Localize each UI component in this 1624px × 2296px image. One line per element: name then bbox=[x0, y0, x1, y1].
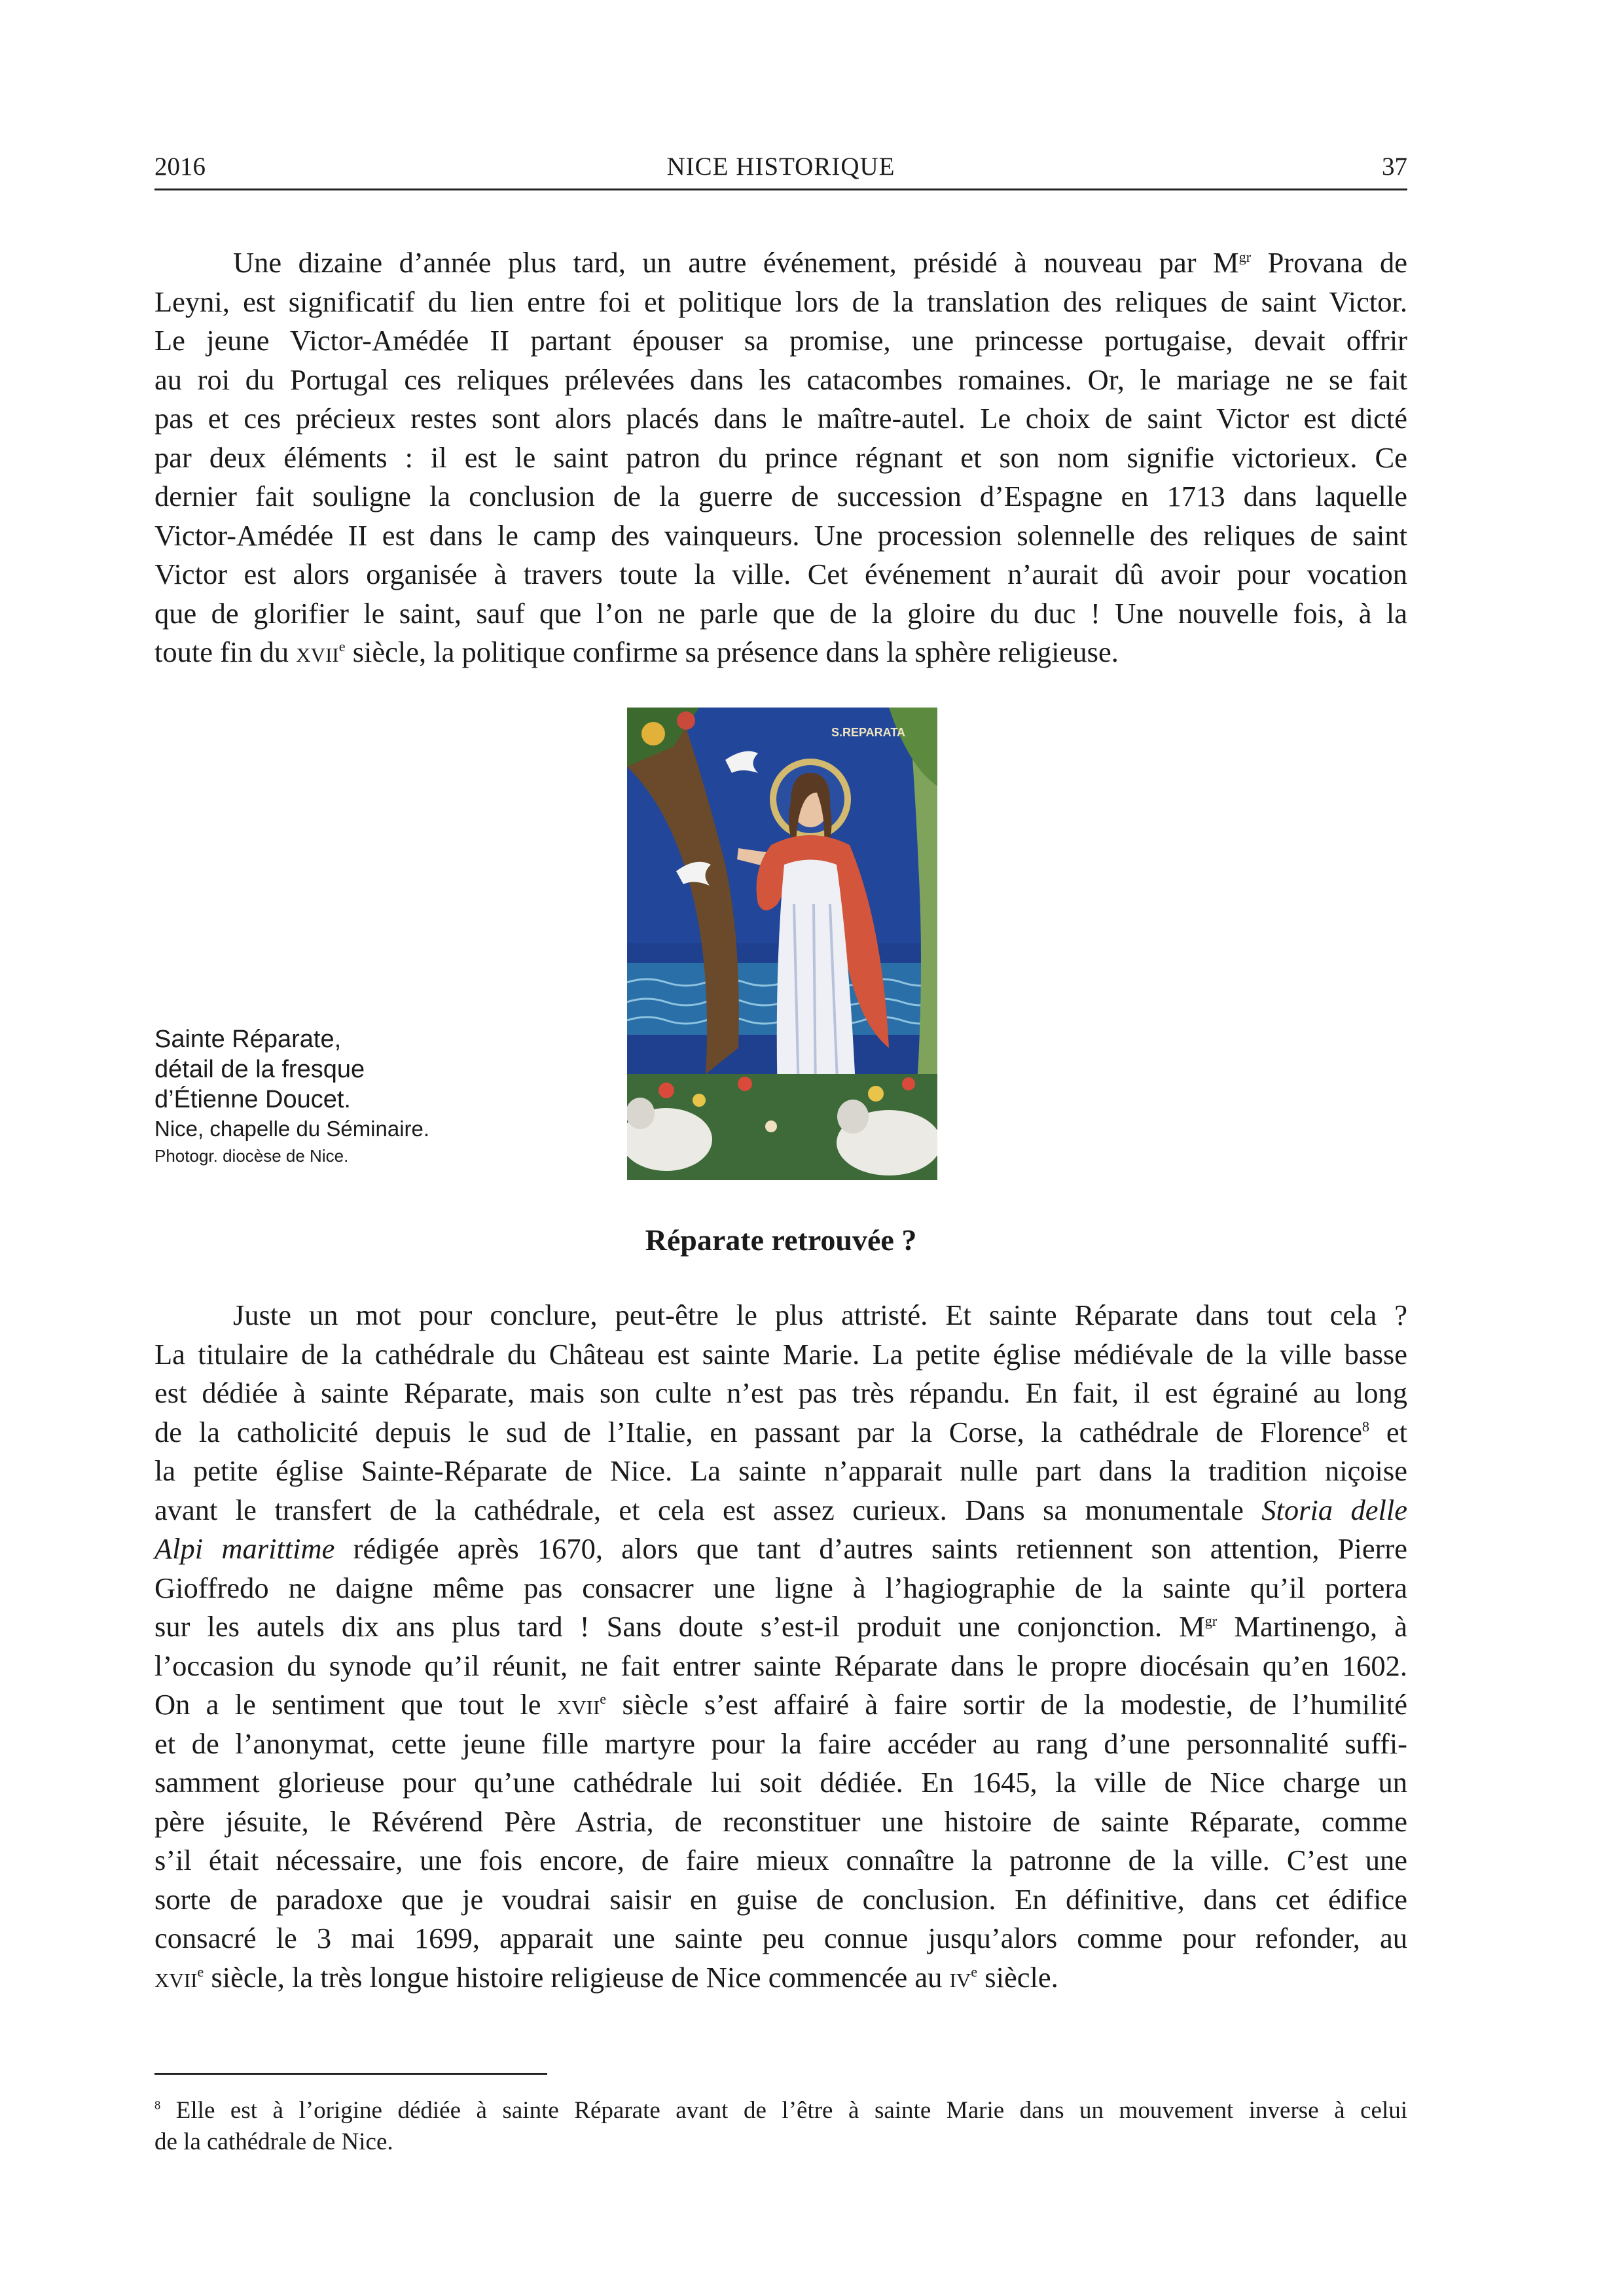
text-line: l’occasion du synode qu’il réunit, ne fait entrer sainte Réparate dans le propre diocésain qu’en 1602. bbox=[154, 1649, 1407, 1682]
text-line: samment glorieuse pour qu’une cathédrale lui soit dédiée. En 1645, la ville de Nice charge un bbox=[154, 1766, 1407, 1799]
paragraph-saint-victor bbox=[154, 243, 1407, 672]
footnote-ref[interactable]: 8 bbox=[1362, 1418, 1369, 1435]
text-line: Victor est alors organisée à travers toute la ville. Cet événement n’aurait dû avoir pour vocation bbox=[154, 558, 1407, 590]
fresco-illustration bbox=[627, 708, 937, 1180]
caption-line: Sainte Réparate, bbox=[154, 1026, 342, 1053]
caption-line: détail de la fresque bbox=[154, 1056, 365, 1083]
text-line: Leyni, est significatif du lien entre foi et politique lors de la translation des reliques de saint Victor. bbox=[154, 285, 1407, 318]
text-line: et de l’anonymat, cette jeune fille martyre pour la faire accéder au rang d’une personnalité suffi- bbox=[154, 1727, 1407, 1760]
footnote-line: $^8$ Elle est à l’origine dédiée à sainte Réparate avant de l’être à sainte Marie dans un mouvement inverse à celui bbox=[154, 2097, 1408, 2124]
paragraph-reparate bbox=[154, 1296, 1407, 1997]
text-line: Alpi marittime rédigée après 1670, alors que tant d’autres saints retiennent son attention, Pierre bbox=[154, 1532, 1407, 1565]
footnote-line: de la cathédrale de Nice. bbox=[154, 2128, 393, 2155]
text-line: par deux éléments : il est le saint patron du prince régnant et son nom signifie victorieux. Ce bbox=[154, 440, 1407, 474]
text-line: pas et ces précieux restes sont alors placés dans le maître-autel. Le choix de saint Victor est dicté bbox=[154, 402, 1407, 435]
text-line: dernier fait souligne la conclusion de la guerre de succession d’Espagne en 1713 dans laquelle bbox=[154, 480, 1407, 512]
caption-line: d’Étienne Doucet. bbox=[154, 1086, 351, 1113]
text-line: au roi du Portugal ces reliques prélevées dans les catacombes romaines. Or, le mariage ne se fait bbox=[154, 363, 1407, 396]
text-line: sorte de paradoxe que je voudrai saisir en guise de conclusion. En définitive, dans cet édifice bbox=[154, 1882, 1407, 1916]
text-line: La titulaire de la cathédrale du Château est sainte Marie. La petite église médiévale de la ville basse bbox=[154, 1337, 1407, 1371]
footnote-separator bbox=[154, 2073, 547, 2075]
fresco-inscription: S.REPARATA bbox=[831, 726, 906, 739]
footnote-marker: 8 bbox=[154, 2099, 161, 2113]
text-line: sur les autels dix ans plus tard ! Sans doute s’est-il produit une conjonction. $M^{gr}$ Martinengo, à bbox=[154, 1610, 1407, 1643]
footnote bbox=[154, 2095, 1407, 2158]
text-line: Le jeune Victor-Amédée II partant épouser sa promise, une princesse portugaise, devait offrir bbox=[154, 324, 1407, 357]
text-line: s’il était nécessaire, une fois encore, de faire mieux connaître la patronne de la ville. C’est une bbox=[154, 1844, 1407, 1876]
text-line: de la catholicité depuis le sud de l’Italie, en passant par la Corse, la cathédrale de Florence$^8$ et bbox=[154, 1415, 1407, 1448]
text-line: xvii$^e$ siècle, la très longue histoire religieuse de Nice commencée au $iv^e$ siècle. bbox=[154, 1960, 1058, 1994]
fresco-sainte-reparate bbox=[627, 708, 937, 1180]
text-line: la petite église Sainte-Réparate de Nice. La sainte n’apparait nulle part dans la tradition niçoise bbox=[154, 1454, 1407, 1487]
text-line: toute fin du xvii$^e$ siècle, la politique confirme sa présence dans la sphère religieuse. bbox=[154, 636, 1119, 668]
text-line: On a le sentiment que tout le xvii$^e$ siècle s’est affairé à faire sortir de la modestie, de l’humilité bbox=[154, 1688, 1408, 1721]
text-line: Gioffredo ne daigne même pas consacrer une ligne à l’hagiographie de la sainte qu’il portera bbox=[154, 1571, 1407, 1604]
header-year: 2016 bbox=[154, 152, 206, 181]
running-header bbox=[154, 149, 1407, 190]
text-line: consacré le 3 mai 1699, apparait une sainte peu connue jusqu’alors comme pour refonder, au bbox=[154, 1922, 1407, 1954]
text-line: avant le transfert de la cathédrale, et cela est assez curieux. Dans sa monumentale Storia delle bbox=[154, 1493, 1407, 1526]
header-journal-title: NICE HISTORIQUE bbox=[666, 152, 895, 181]
text-line: que de glorifier le saint, sauf que l’on ne parle que de la gloire du duc ! Une nouvelle fois, à la bbox=[154, 596, 1407, 630]
text-line: Une dizaine d’année plus tard, un autre événement, présidé à nouveau par $M^{gr}$ Provana de bbox=[233, 246, 1407, 279]
text-line: père jésuite, le Révérend Père Astria, de reconstituer une histoire de sainte Réparate, comme bbox=[154, 1804, 1407, 1838]
figure-caption bbox=[154, 1024, 429, 1168]
section-title: Réparate retrouvée ? bbox=[645, 1223, 917, 1257]
text-line: Victor-Amédée II est dans le camp des vainqueurs. Une procession solennelle des reliques de saint bbox=[154, 518, 1407, 552]
text-line: Juste un mot pour conclure, peut-être le plus attristé. Et sainte Réparate dans tout cela ? bbox=[233, 1299, 1407, 1331]
caption-photo-credit: Photogr. diocèse de Nice. bbox=[154, 1146, 349, 1166]
caption-location: Nice, chapelle du Séminaire. bbox=[154, 1117, 430, 1141]
header-page-number: 37 bbox=[1382, 152, 1407, 181]
text-line: est dédiée à sainte Réparate, mais son culte n’est pas très répandu. En fait, il est égrainé au long bbox=[154, 1376, 1407, 1409]
